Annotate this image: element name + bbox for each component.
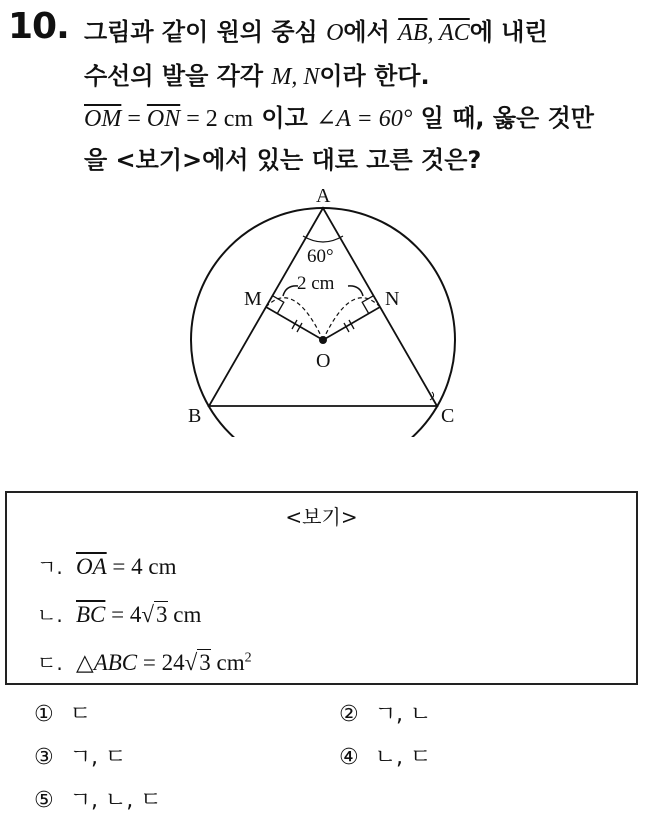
question-text: 이라 한다. [319,62,430,90]
statement-marker: ㄱ. [37,555,63,579]
bogi-statement-2 [37,599,201,628]
question-number: 10. [8,6,69,47]
choice-5[interactable] [34,783,161,814]
question-text: 에 내린 [469,18,548,46]
choice-2[interactable] [339,697,431,728]
angle-60-label: 60° [307,246,334,267]
segment-AB: $\overline{AB}$ [398,20,428,46]
bogi-title: <보기> [285,505,358,529]
statement-rhs: = 24 [137,650,185,675]
dashed-arc-OM [266,298,323,340]
label-M: M [244,288,262,310]
tick-marks-OM [292,320,302,332]
question-text: 에서 [343,18,399,46]
segment-OM: $\overline{OM}$ [84,106,122,132]
length-2cm-label: 2 cm [297,273,335,294]
sqrt-sign: √ [141,602,154,627]
label-A: A [316,185,331,207]
label-B: B [188,405,202,427]
choice-text: ㄱ, ㄷ [69,745,127,770]
choice-text: ㄱ, ㄴ [374,702,432,727]
comma: , [427,20,440,46]
center-point-O [319,336,327,344]
dashed-arc-ON [323,298,380,340]
question-text: 그림과 같이 원의 중심 [84,18,327,46]
equals: = [121,106,147,132]
statement-lhs: △ABC [76,650,138,675]
angle-arc-A [303,236,343,242]
geometry-figure [185,182,465,437]
question-text: 이고 [253,104,317,132]
sqrt-radicand: 3 [156,602,168,627]
points-MN: M, N [271,64,320,90]
choice-3[interactable] [34,740,126,771]
statement-lhs: $\overline{OA}$ [76,554,107,579]
segment-AC: $\overline{AC}$ [439,20,470,46]
length-value: = 2 cm [180,106,254,132]
brace-left [283,286,298,296]
choice-1[interactable] [34,697,91,728]
choice-text: ㄴ, ㄷ [374,745,432,770]
bogi-box [5,491,638,685]
question-line-4: 을 <보기>에서 있는 대로 고른 것은? [84,146,482,174]
choice-number: ⑤ [34,788,54,813]
bogi-statement-3 [37,647,252,676]
choice-number: ④ [339,745,359,770]
statement-rhs: = 4 [105,602,142,627]
sqrt-radicand: 3 [199,650,211,675]
segment-ON: $\overline{ON}$ [146,106,181,132]
question-line-2 [84,56,430,91]
label-C: C [441,405,455,427]
question-line-3 [84,98,594,133]
angle-condition: ∠A = 60° [316,106,413,132]
choice-text: ㄱ, ㄴ, ㄷ [69,788,162,813]
statement-unit: cm [210,650,245,675]
choice-4[interactable] [339,740,431,771]
bogi-statement-1 [37,551,177,580]
question-text: 수선의 발을 각각 [84,62,272,90]
sqrt-sign: √ [184,650,198,675]
center-O: O [326,20,344,46]
label-O: O [316,350,331,372]
statement-lhs: $\overline{BC}$ [76,602,106,627]
brace-right [348,286,363,296]
choice-text: ㄷ [69,702,91,727]
choice-number: ① [34,702,54,727]
statement-superscript: 2 [244,650,252,666]
statement-rhs: = 4 cm [106,554,177,579]
statement-unit: cm [167,602,202,627]
statement-marker: ㄴ. [37,603,63,627]
question-text: 일 때, 옳은 것만 [412,104,594,132]
tick-marks-ON [344,320,354,332]
question-line-1 [84,12,548,47]
choice-number: ② [339,702,359,727]
statement-marker: ㄷ. [37,651,63,675]
choice-number: ③ [34,745,54,770]
label-N: N [385,288,400,310]
